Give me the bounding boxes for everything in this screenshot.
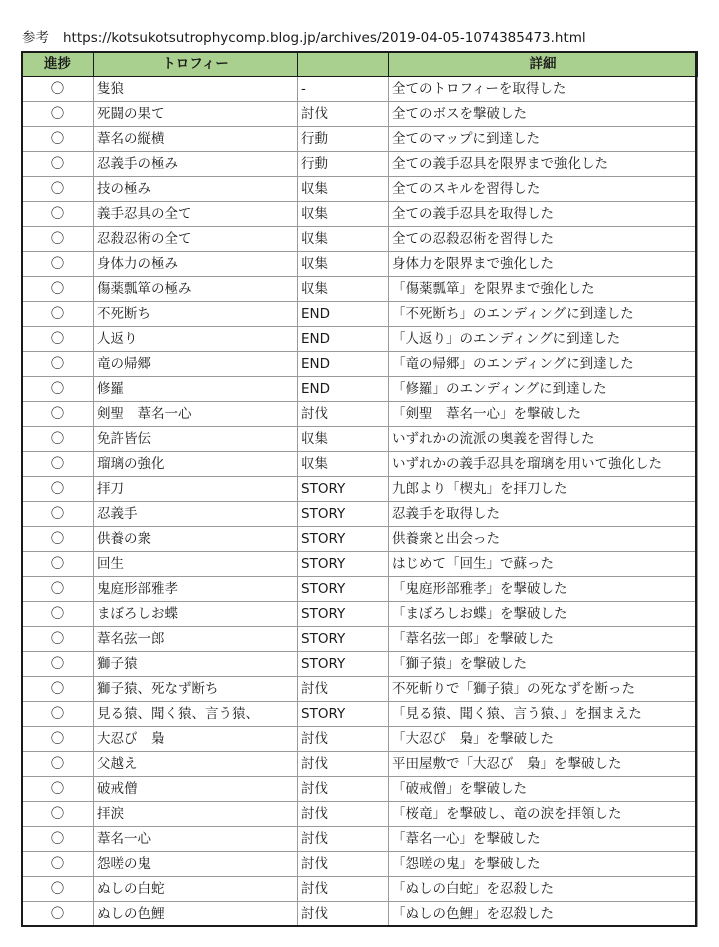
detail-cell: 全てのスキルを習得した xyxy=(389,177,698,202)
progress-cell: 〇 xyxy=(22,827,94,852)
trophy-table xyxy=(21,51,698,927)
detail-cell: 全ての義手忍具を取得した xyxy=(389,202,698,227)
table-row xyxy=(22,402,698,427)
table-row xyxy=(22,152,698,177)
progress-cell: 〇 xyxy=(22,852,94,877)
progress-cell: 〇 xyxy=(22,77,94,102)
progress-cell: 〇 xyxy=(22,677,94,702)
trophy-name-cell: 怨嗟の鬼 xyxy=(94,852,298,877)
detail-cell: 全てのトロフィーを取得した xyxy=(389,77,698,102)
detail-cell: 九郎より「楔丸」を拝刀した xyxy=(389,477,698,502)
table-row xyxy=(22,502,698,527)
category-cell: STORY xyxy=(298,627,389,652)
category-cell: END xyxy=(298,327,389,352)
progress-cell: 〇 xyxy=(22,652,94,677)
table-row xyxy=(22,427,698,452)
progress-cell: 〇 xyxy=(22,152,94,177)
trophy-name-cell: まぼろしお蝶 xyxy=(94,602,298,627)
progress-cell: 〇 xyxy=(22,202,94,227)
progress-cell: 〇 xyxy=(22,602,94,627)
header-progress: 進捗 xyxy=(22,52,94,77)
category-cell: 収集 xyxy=(298,177,389,202)
detail-cell: 「破戒僧」を撃破した xyxy=(389,777,698,802)
table-row xyxy=(22,877,698,902)
table-row xyxy=(22,602,698,627)
category-cell: 討伐 xyxy=(298,902,389,927)
category-cell: 討伐 xyxy=(298,802,389,827)
category-cell: 行動 xyxy=(298,127,389,152)
detail-cell: 「ぬしの白蛇」を忍殺した xyxy=(389,877,698,902)
header-detail: 詳細 xyxy=(389,52,698,77)
category-cell: 討伐 xyxy=(298,852,389,877)
detail-cell: 「竜の帰郷」のエンディングに到達した xyxy=(389,352,698,377)
category-cell: 討伐 xyxy=(298,777,389,802)
table-row xyxy=(22,127,698,152)
trophy-name-cell: 身体力の極み xyxy=(94,252,298,277)
detail-cell: 「大忍び 梟」を撃破した xyxy=(389,727,698,752)
category-cell: 収集 xyxy=(298,427,389,452)
detail-cell: 全ての義手忍具を限界まで強化した xyxy=(389,152,698,177)
detail-cell: 「怨嗟の鬼」を撃破した xyxy=(389,852,698,877)
progress-cell: 〇 xyxy=(22,402,94,427)
progress-cell: 〇 xyxy=(22,377,94,402)
trophy-name-cell: 修羅 xyxy=(94,377,298,402)
detail-cell: 「ぬしの色鯉」を忍殺した xyxy=(389,902,698,927)
detail-cell: 「剣聖 葦名一心」を撃破した xyxy=(389,402,698,427)
detail-cell: 「獅子猿」を撃破した xyxy=(389,652,698,677)
detail-cell: 忍義手を取得した xyxy=(389,502,698,527)
trophy-name-cell: 義手忍具の全て xyxy=(94,202,298,227)
trophy-name-cell: 竜の帰郷 xyxy=(94,352,298,377)
category-cell: 収集 xyxy=(298,227,389,252)
detail-cell: 「人返り」のエンディングに到達した xyxy=(389,327,698,352)
progress-cell: 〇 xyxy=(22,302,94,327)
progress-cell: 〇 xyxy=(22,102,94,127)
category-cell: STORY xyxy=(298,652,389,677)
progress-cell: 〇 xyxy=(22,127,94,152)
table-row xyxy=(22,352,698,377)
category-cell: END xyxy=(298,302,389,327)
table-row xyxy=(22,277,698,302)
trophy-name-cell: 瑠璃の強化 xyxy=(94,452,298,477)
progress-cell: 〇 xyxy=(22,802,94,827)
trophy-name-cell: 拝刀 xyxy=(94,477,298,502)
trophy-name-cell: 回生 xyxy=(94,552,298,577)
header-row xyxy=(22,52,698,77)
detail-cell: 身体力を限界まで強化した xyxy=(389,252,698,277)
detail-cell: 「傷薬瓢箪」を限界まで強化した xyxy=(389,277,698,302)
trophy-name-cell: 不死断ち xyxy=(94,302,298,327)
trophy-name-cell: 見る猿、聞く猿、言う猿、 xyxy=(94,702,298,727)
trophy-name-cell: 破戒僧 xyxy=(94,777,298,802)
detail-cell: 供養衆と出会った xyxy=(389,527,698,552)
table-row xyxy=(22,702,698,727)
progress-cell: 〇 xyxy=(22,877,94,902)
trophy-name-cell: 葦名の縦横 xyxy=(94,127,298,152)
detail-cell: 「桜竜」を撃破し、竜の涙を拝領した xyxy=(389,802,698,827)
category-cell: 討伐 xyxy=(298,402,389,427)
progress-cell: 〇 xyxy=(22,527,94,552)
detail-cell: 全てのマップに到達した xyxy=(389,127,698,152)
trophy-name-cell: 死闘の果て xyxy=(94,102,298,127)
category-cell: 収集 xyxy=(298,277,389,302)
trophy-name-cell: 鬼庭形部雅孝 xyxy=(94,577,298,602)
progress-cell: 〇 xyxy=(22,227,94,252)
trophy-name-cell: 隻狼 xyxy=(94,77,298,102)
table-row xyxy=(22,827,698,852)
trophy-name-cell: 傷薬瓢箪の極み xyxy=(94,277,298,302)
progress-cell: 〇 xyxy=(22,752,94,777)
trophy-name-cell: 父越え xyxy=(94,752,298,777)
table-row xyxy=(22,77,698,102)
category-cell: 討伐 xyxy=(298,752,389,777)
category-cell: STORY xyxy=(298,552,389,577)
table-row xyxy=(22,802,698,827)
category-cell: 討伐 xyxy=(298,727,389,752)
category-cell: STORY xyxy=(298,477,389,502)
trophy-name-cell: 忍義手の極み xyxy=(94,152,298,177)
table-row xyxy=(22,777,698,802)
trophy-name-cell: 供養の衆 xyxy=(94,527,298,552)
detail-cell: 「修羅」のエンディングに到達した xyxy=(389,377,698,402)
table-row xyxy=(22,677,698,702)
progress-cell: 〇 xyxy=(22,452,94,477)
detail-cell: 「鬼庭形部雅孝」を撃破した xyxy=(389,577,698,602)
category-cell: - xyxy=(298,77,389,102)
detail-cell: 「不死断ち」のエンディングに到達した xyxy=(389,302,698,327)
table-row xyxy=(22,227,698,252)
category-cell: END xyxy=(298,352,389,377)
category-cell: 収集 xyxy=(298,252,389,277)
category-cell: STORY xyxy=(298,702,389,727)
table-row xyxy=(22,252,698,277)
table-row xyxy=(22,177,698,202)
header-category xyxy=(298,52,389,77)
header-trophy: トロフィー xyxy=(94,52,298,77)
reference-label: 参考 xyxy=(22,30,49,46)
progress-cell: 〇 xyxy=(22,702,94,727)
table-row xyxy=(22,102,698,127)
category-cell: STORY xyxy=(298,527,389,552)
trophy-name-cell: 忍殺忍術の全て xyxy=(94,227,298,252)
progress-cell: 〇 xyxy=(22,352,94,377)
progress-cell: 〇 xyxy=(22,252,94,277)
table-row xyxy=(22,552,698,577)
category-cell: STORY xyxy=(298,602,389,627)
table-row xyxy=(22,577,698,602)
table-row xyxy=(22,302,698,327)
trophy-name-cell: 獅子猿、死なず断ち xyxy=(94,677,298,702)
detail-cell: いずれかの流派の奥義を習得した xyxy=(389,427,698,452)
table-row xyxy=(22,477,698,502)
trophy-name-cell: 剣聖 葦名一心 xyxy=(94,402,298,427)
reference-url: https://kotsukotsutrophycomp.blog.jp/archives/2019-04-05-1074385473.html xyxy=(63,30,586,46)
progress-cell: 〇 xyxy=(22,277,94,302)
progress-cell: 〇 xyxy=(22,327,94,352)
trophy-name-cell: 免許皆伝 xyxy=(94,427,298,452)
category-cell: STORY xyxy=(298,577,389,602)
trophy-name-cell: ぬしの色鯉 xyxy=(94,902,298,927)
table-row xyxy=(22,727,698,752)
progress-cell: 〇 xyxy=(22,902,94,927)
detail-cell: 全てのボスを撃破した xyxy=(389,102,698,127)
trophy-name-cell: 人返り xyxy=(94,327,298,352)
category-cell: END xyxy=(298,377,389,402)
category-cell: 討伐 xyxy=(298,877,389,902)
detail-cell: 「まぼろしお蝶」を撃破した xyxy=(389,602,698,627)
reference-line xyxy=(22,29,586,47)
progress-cell: 〇 xyxy=(22,427,94,452)
table-row xyxy=(22,652,698,677)
trophy-name-cell: 技の極み xyxy=(94,177,298,202)
table-row xyxy=(22,327,698,352)
progress-cell: 〇 xyxy=(22,477,94,502)
progress-cell: 〇 xyxy=(22,502,94,527)
category-cell: 収集 xyxy=(298,452,389,477)
table-row xyxy=(22,752,698,777)
progress-cell: 〇 xyxy=(22,727,94,752)
detail-cell: 「葦名一心」を撃破した xyxy=(389,827,698,852)
table-row xyxy=(22,902,698,927)
trophy-name-cell: 忍義手 xyxy=(94,502,298,527)
table-row xyxy=(22,627,698,652)
progress-cell: 〇 xyxy=(22,577,94,602)
table-row xyxy=(22,852,698,877)
trophy-name-cell: 獅子猿 xyxy=(94,652,298,677)
detail-cell: 「葦名弦一郎」を撃破した xyxy=(389,627,698,652)
detail-cell: いずれかの義手忍具を瑠璃を用いて強化した xyxy=(389,452,698,477)
progress-cell: 〇 xyxy=(22,552,94,577)
trophy-name-cell: 大忍び 梟 xyxy=(94,727,298,752)
table-row xyxy=(22,527,698,552)
category-cell: 行動 xyxy=(298,152,389,177)
table-row xyxy=(22,452,698,477)
detail-cell: はじめて「回生」で蘇った xyxy=(389,552,698,577)
progress-cell: 〇 xyxy=(22,777,94,802)
detail-cell: 全ての忍殺忍術を習得した xyxy=(389,227,698,252)
category-cell: 討伐 xyxy=(298,677,389,702)
table-row xyxy=(22,377,698,402)
progress-cell: 〇 xyxy=(22,177,94,202)
detail-cell: 平田屋敷で「大忍び 梟」を撃破した xyxy=(389,752,698,777)
trophy-name-cell: 拝涙 xyxy=(94,802,298,827)
category-cell: 討伐 xyxy=(298,827,389,852)
table-row xyxy=(22,202,698,227)
category-cell: STORY xyxy=(298,502,389,527)
detail-cell: 不死斬りで「獅子猿」の死なずを断った xyxy=(389,677,698,702)
trophy-name-cell: 葦名一心 xyxy=(94,827,298,852)
category-cell: 討伐 xyxy=(298,102,389,127)
trophy-name-cell: 葦名弦一郎 xyxy=(94,627,298,652)
trophy-name-cell: ぬしの白蛇 xyxy=(94,877,298,902)
detail-cell: 「見る猿、聞く猿、言う猿、」を掴まえた xyxy=(389,702,698,727)
progress-cell: 〇 xyxy=(22,627,94,652)
category-cell: 収集 xyxy=(298,202,389,227)
